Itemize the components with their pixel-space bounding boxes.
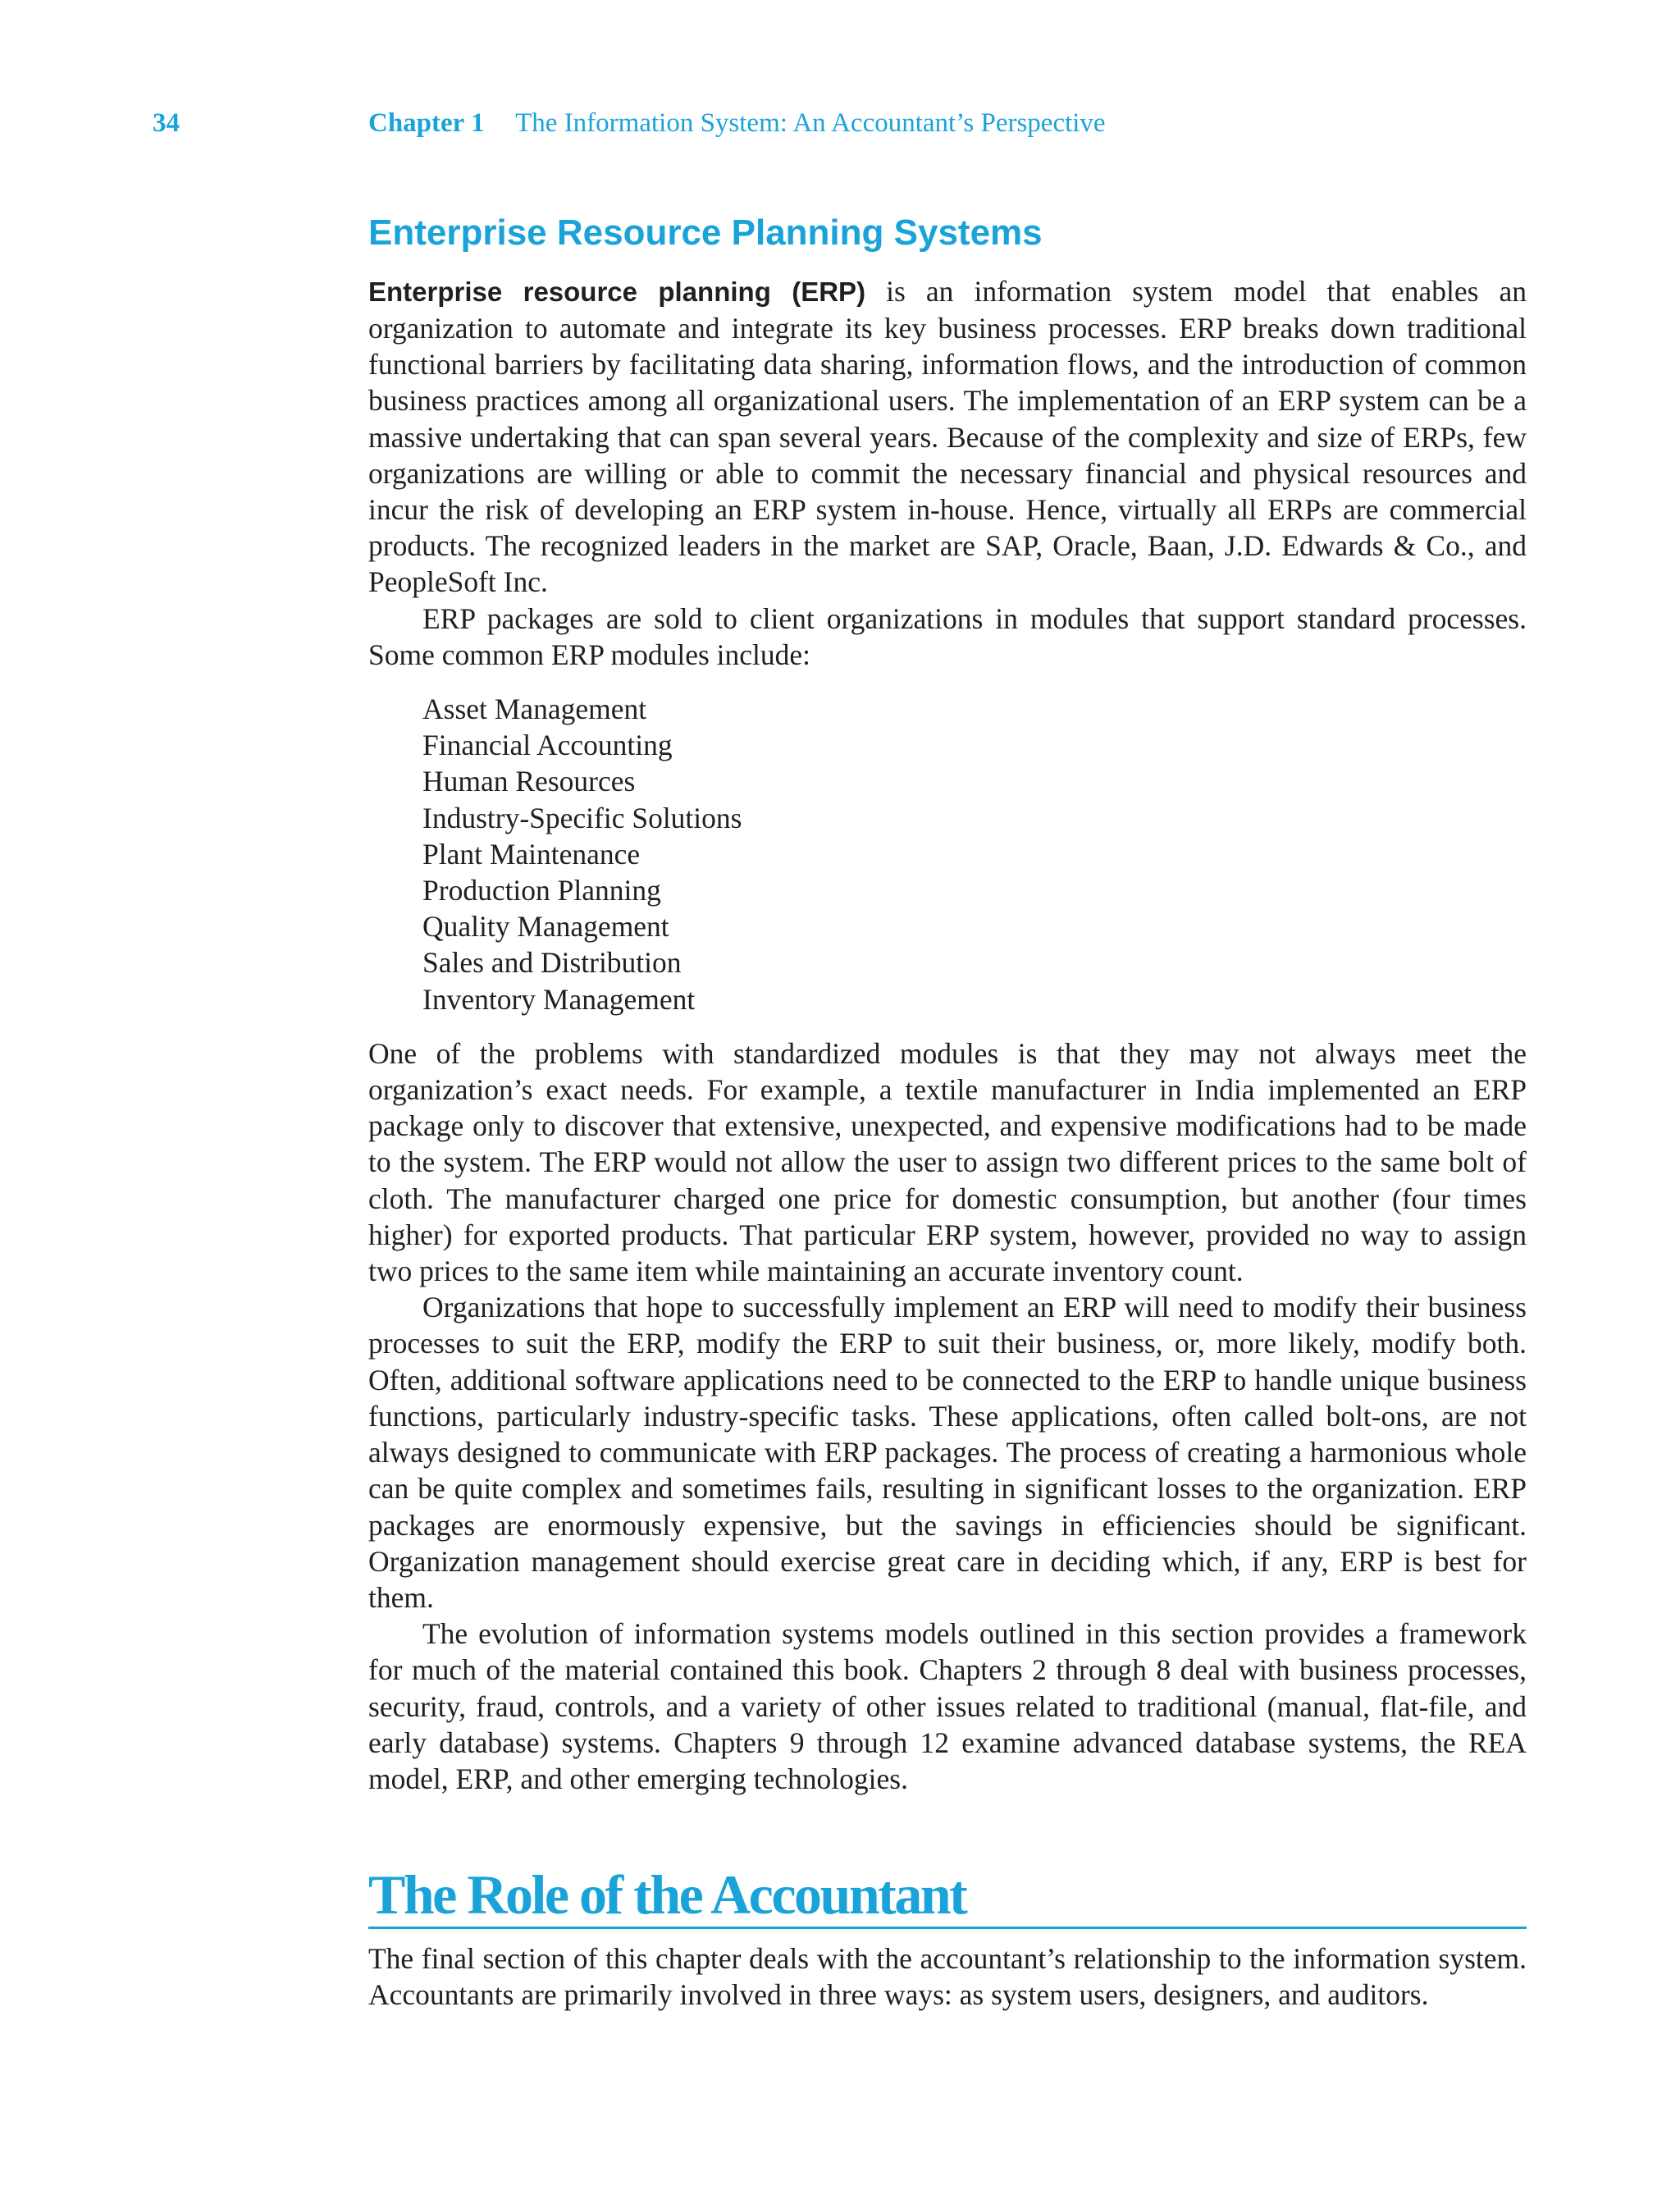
- accountant-paragraph: The final section of this chapter deals with the accountant’s relationship to the information system. Accountants are primarily involved in three ways: as system users, designers, and auditors.: [368, 1941, 1527, 2011]
- erp-problems-paragraph: One of the problems with standardized modules is that they may not always meet the organization’s exact needs. For example, a textile manufacturer in India implemented an ERP package only to discover that extensive, unexpected, and expensive modifications had to be made to the system. The ERP would not allow the user to assign two different prices to the same bolt of cloth. The manufacturer charged one price for domestic consumption, but another (four times higher) for exported products. That particular ERP system, however, provided no way to assign two prices to the same item while maintaining an accurate inventory count.: [368, 1036, 1527, 1288]
- page-body: [368, 212, 1527, 2013]
- chapter-title: The Information System: An Accountant’s Perspective: [515, 108, 1106, 138]
- list-item: Industry-Specific Solutions: [422, 801, 742, 834]
- list-item: Sales and Distribution: [422, 946, 682, 980]
- list-item: Human Resources: [422, 765, 636, 798]
- erp-organizations-paragraph: Organizations that hope to successfully implement an ERP will need to modify their business processes to suit the ERP, modify the ERP to suit their business, or, more likely, modify both. Often, additional software applications need to be connected to the ERP to handle unique business functions, particularly industry-specific tasks. These applications, often called bolt-ons, are not always designed to communicate with ERP packages. The process of creating a harmonious whole can be quite complex and sometimes fails, resulting in significant losses to the organization. ERP packages are enormously expensive, but the savings in efficiencies should be significant. Organization management should exercise great care in deciding which, if any, ERP is best for them.: [368, 1291, 1527, 1614]
- erp-intro-paragraph: [368, 273, 1527, 601]
- erp-module-list: [368, 691, 1527, 1017]
- erp-section-heading: Enterprise Resource Planning Systems: [368, 213, 1043, 253]
- list-item: Plant Maintenance: [422, 837, 641, 871]
- list-item: Financial Accounting: [422, 729, 673, 762]
- page-number: 34: [153, 108, 180, 138]
- accountant-section-heading: The Role of the Accountant: [368, 1866, 1527, 1928]
- running-head: [368, 108, 1106, 139]
- list-item: Production Planning: [422, 874, 661, 907]
- list-item: Asset Management: [422, 692, 647, 726]
- erp-modules-intro: ERP packages are sold to client organizations in modules that support standard processes. Some common ERP modules include:: [368, 601, 1527, 671]
- erp-intro-text: is an information system model that enables an organization to automate and integrate its key business processes. ERP breaks down traditional functional barriers by facilitating data sharing, information flows, and the introduction of common business practices among all organizational users. The implementation of an ERP system can be a massive undertaking that can span several years. Because of the complexity and size of ERPs, few organizations are willing or able to commit the necessary financial and physical resources and incur the risk of developing an ERP system in-house. Hence, virtually all ERPs are commercial products. The recognized leaders in the market are SAP, Oracle, Baan, J.D. Edwards & Co., and PeopleSoft Inc.: [368, 274, 1527, 599]
- list-item: Inventory Management: [422, 982, 696, 1016]
- list-item: Quality Management: [422, 910, 669, 944]
- erp-evolution-paragraph: The evolution of information systems models outlined in this section provides a framework for much of the material contained this book. Chapters 2 through 8 deal with business processes, security, fraud, controls, and a variety of other issues related to traditional (manual, flat-file, and early database) systems. Chapters 9 through 12 examine advanced database systems, the REA model, ERP, and other emerging technologies.: [368, 1617, 1527, 1795]
- chapter-label: Chapter 1: [368, 108, 485, 138]
- erp-key-term: Enterprise resource planning (ERP): [368, 276, 866, 307]
